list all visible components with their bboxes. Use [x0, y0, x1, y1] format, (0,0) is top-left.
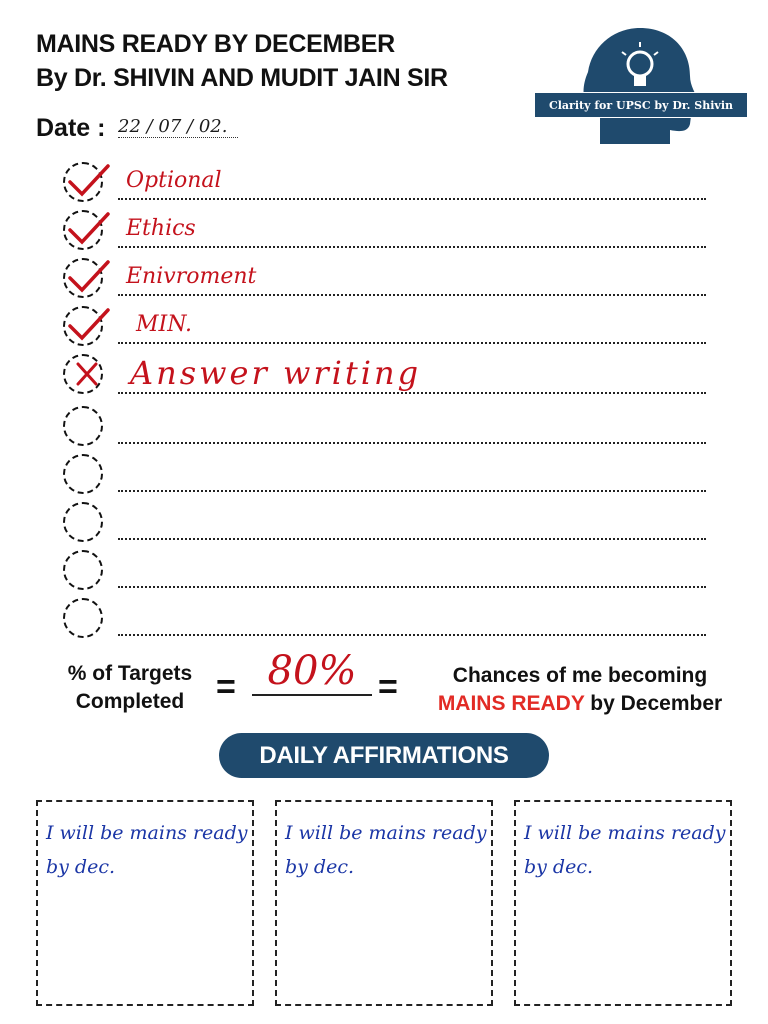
dotted-line: [118, 392, 706, 394]
cross-icon: [62, 352, 112, 396]
date-label: Date :: [36, 114, 106, 142]
affirmation-text: I will be mains ready by dec.: [285, 822, 487, 878]
checkmark-icon: [62, 254, 112, 298]
affirmations-heading: DAILY AFFIRMATIONS: [219, 733, 549, 778]
equals-sign: =: [216, 668, 236, 706]
equals-sign: =: [378, 668, 398, 706]
checkmark-icon: [62, 206, 112, 250]
task-text: Answer writing: [130, 354, 422, 392]
dotted-line: [118, 294, 706, 296]
affirmation-box[interactable]: [514, 800, 732, 1006]
checkbox[interactable]: [63, 454, 103, 494]
task-text: MIN.: [136, 312, 193, 337]
logo-banner: Clarity for UPSC by Dr. Shivin: [534, 92, 748, 118]
chances-line1: Chances of me becoming: [452, 664, 708, 687]
task-text: Ethics: [126, 216, 196, 241]
targets-completed-label: [40, 660, 220, 716]
date-value[interactable]: 22 / 07 / 02.: [118, 116, 238, 138]
checkmark-icon: [62, 302, 112, 346]
dotted-line: [118, 342, 706, 344]
chances-line2: [410, 690, 750, 718]
dotted-line: [118, 246, 706, 248]
percent-value[interactable]: 80%: [252, 648, 372, 696]
chances-suffix: by December: [584, 692, 723, 715]
dotted-line: [118, 634, 706, 636]
affirmation-box[interactable]: [275, 800, 493, 1006]
logo: [530, 24, 750, 150]
affirmation-text: I will be mains ready by dec.: [524, 822, 726, 878]
checkbox[interactable]: [63, 502, 103, 542]
task-text: Enivroment: [126, 264, 257, 289]
affirmation-box[interactable]: [36, 800, 254, 1006]
targets-label-line2: Completed: [75, 690, 185, 713]
checkmark-icon: [62, 158, 112, 202]
chances-text: [410, 662, 750, 718]
task-text: Optional: [126, 168, 222, 193]
dotted-line: [118, 586, 706, 588]
lightbulb-head-icon: [530, 24, 750, 150]
dotted-line: [118, 442, 706, 444]
checkbox[interactable]: [63, 598, 103, 638]
checkbox[interactable]: [63, 406, 103, 446]
dotted-line: [118, 198, 706, 200]
page-subtitle: By Dr. SHIVIN AND MUDIT JAIN SIR: [36, 64, 448, 92]
dotted-line: [118, 538, 706, 540]
targets-label-line1: % of Targets: [67, 662, 193, 685]
page-title: MAINS READY BY DECEMBER: [36, 30, 395, 58]
dotted-line: [118, 490, 706, 492]
checkbox[interactable]: [63, 550, 103, 590]
mains-ready-highlight: MAINS READY: [437, 692, 585, 715]
affirmation-text: I will be mains ready by dec.: [46, 822, 248, 878]
